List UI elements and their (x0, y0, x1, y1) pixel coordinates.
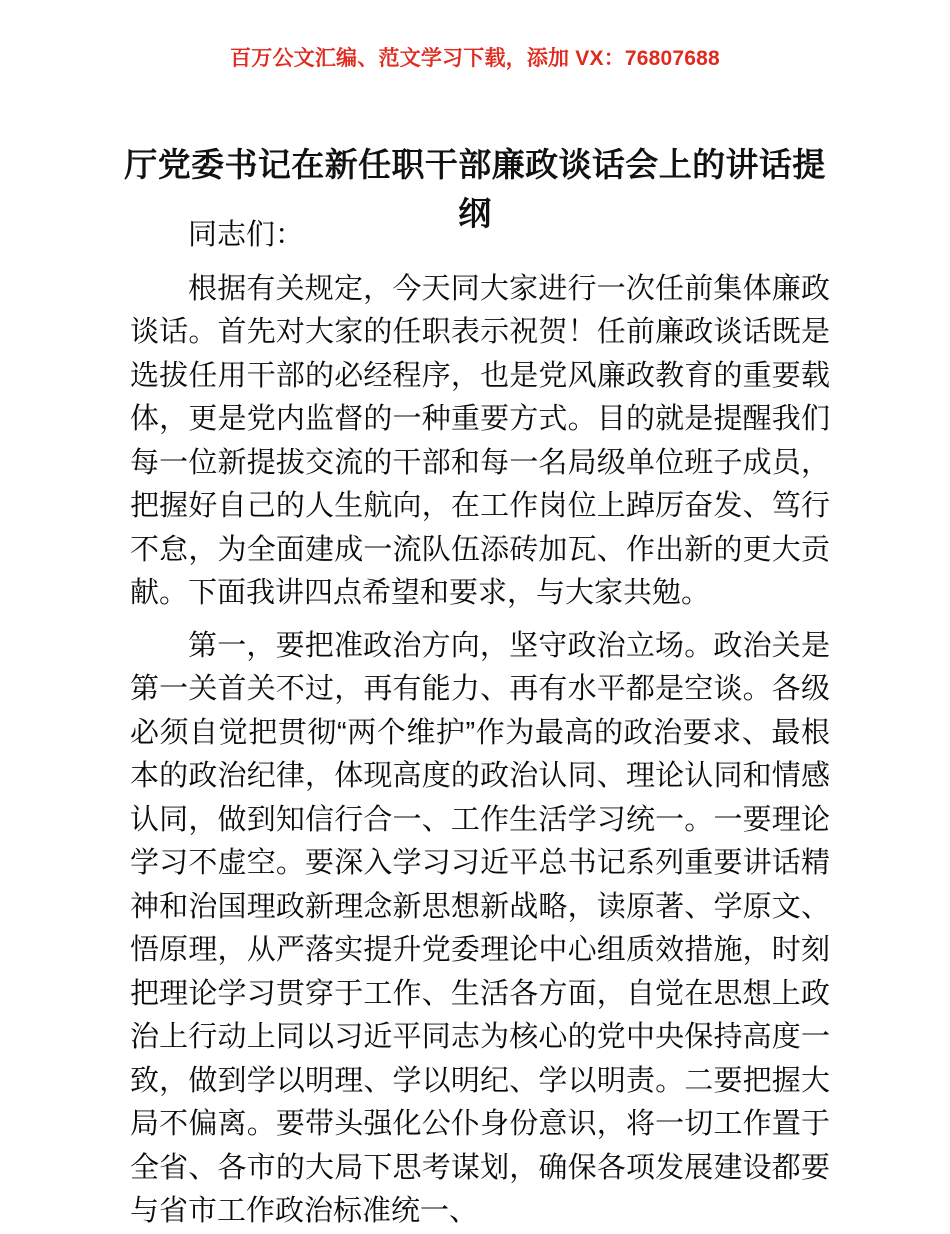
document-body (130, 214, 830, 1234)
promo-watermark-text: 百万公文汇编、范文学习下载，添加 VX：76807688 (230, 47, 720, 70)
body-paragraph-1: 根据有关规定，今天同大家进行一次任前集体廉政谈话。首先对大家的任职表示祝贺！任前廉政谈话既是选拔任用干部的必经程序，也是党风廉政教育的重要载体，更是党内监督的一种重要方式。目的就是提醒我们每一位新提拔交流的干部和每一名局级单位班子成员，把握好自己的人生航向，在工作岗位上踔厉奋发、笃行不怠，为全面建成一流队伍添砖加瓦、作出新的更大贡献。下面我讲四点希望和要求，与大家共勉。 (130, 272, 830, 609)
page-title: 厅党委书记在新任职干部廉政谈话会上的讲话提纲 (124, 146, 826, 233)
body-paragraph-2: 第一，要把准政治方向，坚守政治立场。政治关是第一关首关不过，再有能力、再有水平都是空谈。各级必须自觉把贯彻“两个维护”作为最高的政治要求、最根本的政治纪律，体现高度的政治认同、理论认同和情感认同，做到知信行合一、工作生活学习统一。一要理论学习不虚空。要深入学习习近平总书记系列重要讲话精神和治国理政新理念新思想新战略，读原著、学原文、悟原理，从严落实提升党委理论中心组质效措施，时刻把理论学习贯穿于工作、生活各方面，自觉在思想上政治上行动上同以习近平同志为核心的党中央保持高度一致，做到学以明理、学以明纪、学以明责。二要把握大局不偏离。要带头强化公仆身份意识，将一切工作置于全省、各市的大局下思考谋划，确保各项发展建设都要与省市工作政治标准统一、 (130, 629, 830, 1227)
salutation-line: 同志们： (188, 219, 305, 251)
